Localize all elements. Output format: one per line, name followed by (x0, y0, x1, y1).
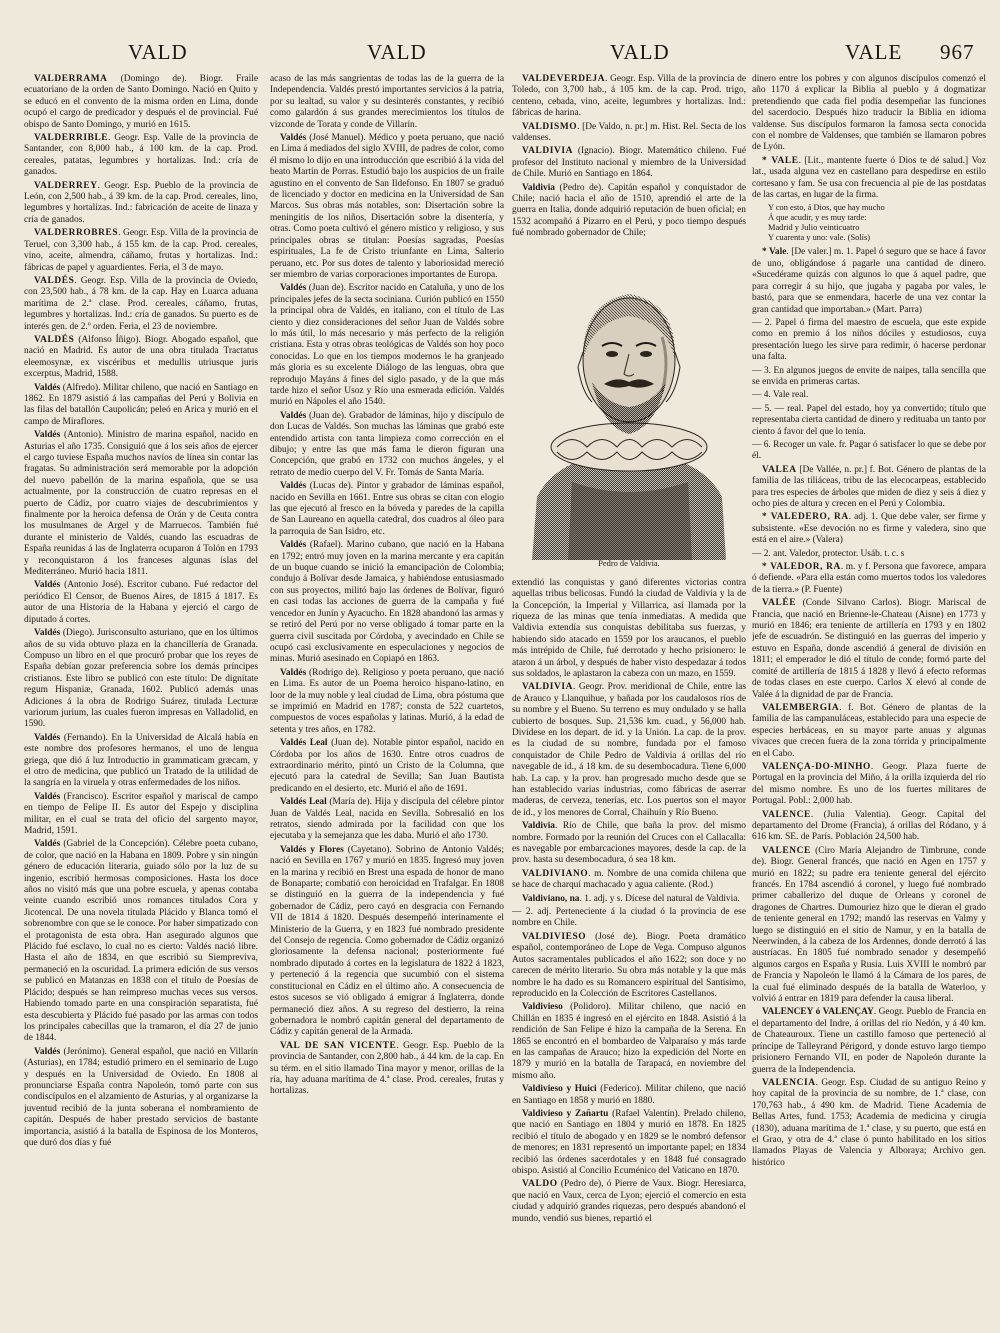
header-word-2: VALD (367, 40, 427, 64)
dictionary-entry (512, 907, 746, 930)
entry-text: (Ciro María Alejandro de Timbrune, conde de). Biogr. General francés, que nació en Agen en 1757 y murió en 1822; su padre era teniente general del ejército francés. En 1784 ascendió á coronel, y luego fué nombrado primer caballerizo del duque de Orleans y coronel de dragones de Chartres. Dumouriez hizo que le dieran el grado de teniente general en 1792; mandó las reservas en Valmy y luego se distinguió en el sitio de Namur, y en la batalla de Neerwinden, á la cabeza de los Ardennes, donde derrotó á las austríacas. En 1805 fué nombrado senador y desempeñó algunos cargos en España y Rusia. Luis XVIII le nombró par de Francia y Napoleón le llamó á la Cámara de los pares, de la cual fué eliminado después de la batalla de Waterloo, y volvió á entrar en 1819 para defender la causa liberal. (752, 845, 986, 1005)
entry-text: (Juan de). Grabador de láminas, hijo y discípulo de don Lucas de Valdés. Son muchas las láminas que grabó este entendido artista con tanta limpieza como corrección en el dibujo; y entre las que más fama le dieron figuran una Concepción, que grabó en 1732 con muchos ángeles, y el retrato de medio cuerpo del V. Fr. Tomás de Santa María. (270, 410, 504, 478)
entry-text: . Geogr. Esp. Valle de la provincia de Santander, con 8,000 hab., á 100 km. de la cap. Prod. cereales, patatas, legumbres y hortalizas. Ind.: cría de ganados. (24, 133, 258, 178)
entry-text: (Alfonso Íñigo). Biogr. Abogado español, que nació en Madrid. Es autor de una obra titulada Tractatus eleemosynæ, ex viscéribus et medullis utriusque juris excerptus, Madrid, 1588. (24, 334, 258, 380)
entry-text: (Conde Silvano Carlos). Biogr. Mariscal de Francia, que nació en Brienne-le-Chateau (Aisne) en 1773 y murió en 1846; era teniente de artillería en 1793 y en 1802 jefe de escuadrón. Se distinguió en las guerras del imperio y estuvo en España, donde ascendió á general de división en 1811; el emperador le dió el título de conde; formó parte del comité de artillería de 1815 á 1828 y llevó á efecto reformas de todas clases en este cuerpo. Carlos X elevó al conde de Valée á la dignidad de par de Francia. (752, 598, 986, 700)
dictionary-entry (24, 628, 258, 731)
dictionary-entry (752, 465, 986, 511)
entry-headword: Valdés y Flores (280, 844, 344, 855)
entry-headword: Valdiviano, na (522, 893, 580, 904)
dictionary-entry (24, 580, 258, 626)
entry-text: (Ignacio). Biogr. Matemático chileno. Fué profesor del Instituto nacional y miembro de la Universidad de Chile. Murió en Santiago en 1864. (512, 146, 746, 180)
verse-line: Á que acudir, y es muy tarde: (768, 213, 867, 223)
dictionary-entry (752, 598, 986, 701)
entry-text: — 3. En algunos juegos de envite de naipes, talla sencilla que se envida en primeras cartas. (752, 365, 986, 387)
dictionary-entry (752, 156, 986, 202)
entry-headword: VALDEVERDEJA (522, 74, 606, 84)
dictionary-entry (752, 512, 986, 546)
dictionary-entry (270, 74, 504, 131)
dictionary-entry (24, 839, 258, 1044)
dictionary-entry (270, 283, 504, 408)
dictionary-entry (752, 404, 986, 438)
dictionary-entry (270, 411, 504, 479)
verse-line: Madrid y Julio veinticuatro (768, 223, 860, 233)
column-3-entries-bottom (512, 578, 746, 1225)
entry-headword: VALDÉS (34, 275, 75, 286)
dictionary-entry (512, 183, 746, 240)
dictionary-entry (24, 181, 258, 227)
dictionary-entry (512, 821, 746, 867)
entry-headword: VALDÉS (34, 334, 75, 345)
column-3 (512, 74, 746, 1324)
entry-headword: Valdivia (522, 821, 555, 832)
entry-headword: Valdés Leal (280, 797, 327, 808)
entry-headword: VALDERRAMA (34, 74, 108, 84)
dictionary-entry (270, 1041, 504, 1098)
entry-text: (Pedro de). Capitán español y conquistador de Chile; nació hacia el año de 1510, aprendió el arte de la guerra en Italia, donde adquirió reputación de buen oficial; en 1532 acompañó á Pizarro en el Perú, y poco tiempo después fué nombrado gobernador de Chile; (512, 182, 746, 239)
dictionary-entry (512, 1002, 746, 1082)
entry-text: . [Lit., mantente fuerte ó Dios te dé salud.] Voz lat., usada alguna vez en castellano para despedirse en estilo cortesano y fam. Se usa con frecuencia al pie de las postdatas de las cartas, en lugar de la firma. (752, 155, 986, 201)
dictionary-entry (270, 133, 504, 281)
dictionary-entry (270, 738, 504, 795)
entry-text: (Antonio). Ministro de marina español, nacido en Asturias el año 1735. Consiguió que á los seis años de ejercer el cargo tuviese España muchos navíos de línea sin contar las fragatas. Su administración será memorable por la adopción del nuevo pabellón de la marina española, que se usa actualmente, por la construcción de cuatro represas en el puerto de Cádiz, por cuatro viajes de descubrimientos y finalmente por la heroica defensa de Orán y de Ceuta contra los musulmanes de Argel y de Marruecos. También fué durante el ministerio de Valdés, cuando las escuadras de España reunidas á las de Inglaterra ocuparon á Tolón en 1793 y reconquistaron á los franceses algunas islas del Mediterráneo. Murió hacia 1811. (24, 430, 258, 578)
dictionary-entry (24, 383, 258, 429)
entry-headword: Valdés (34, 430, 61, 441)
entry-headword: VALDERRIBLE (34, 133, 109, 144)
dictionary-entry (752, 846, 986, 1006)
entry-text: . Geogr. Plaza fuerte de Portugal en la provincia del Miño, á la orilla izquierda del río del mismo nombre. Es uno de los fuertes militares de Portugal. Pobl.: 2,000 hab. (752, 761, 986, 807)
dictionary-entry (512, 146, 746, 180)
entry-text: (Rafael Valentín). Prelado chileno, que nació en Santiago en 1804 y murió en 1878. En 1825 recibió el título de abogado y en 1829 se le nombró defensor de menores; en 1831 representó un importante papel; en 1834 recibió las órdenes sacerdotales y en 1848 fué consagrado obispo. Asistió al Concilio Ecuménico del Vaticano en 1870. (512, 1108, 746, 1176)
entry-headword: VALDIVIANO (522, 868, 589, 879)
entry-headword: VALDERROBRES (34, 228, 119, 239)
verse-line: Y con esto, á Dios, que hay mucho (768, 203, 885, 213)
dictionary-entry (24, 276, 258, 333)
dictionary-entry (512, 122, 746, 145)
page-number: 967 (940, 40, 975, 64)
dictionary-entry (24, 733, 258, 790)
entry-text: (José de). Biogr. Poeta dramático español, contemporáneo de Lope de Vega. Compuso algunos Autos sacramentales publicados el año 1622; son doce y no carecen de mérito literario. Su obra más notable y la que más nombre le ha dado es su Romancero espiritual del Santísimo, reproducido en la Colección de Escritores Castellanos. (512, 931, 746, 999)
dictionary-entry (752, 440, 986, 463)
entry-headword: VALDISMO (522, 121, 578, 132)
dictionary-entry (752, 74, 986, 154)
entry-headword: Valdés Leal (280, 738, 328, 749)
entry-text: (Diego). Jurisconsulto asturiano, que en los últimos años de su vida obtuvo plaza en la chancillería de Granada. Compuso un libro en el que procuró probar que los reyes de España debían gozar preferencia sobre los demás príncipes cristianos. Este libro se publicó con este título: De dignitate regum Hispaniæ, Granada, 1602. Publicó además unas Adiciones á la obra de Rodrigo Suárez, titulada Lecturæ variorum jurium, las cuales fueron impresas en Valladolid, en 1590. (24, 628, 258, 730)
entry-headword: Valdés (280, 481, 307, 492)
dictionary-entry (512, 1179, 746, 1225)
dictionary-entry (752, 1078, 986, 1169)
entry-headword: Valdés (280, 133, 307, 144)
verse-quotation (768, 203, 986, 243)
entry-text: (Jerónimo). General español, que nació en Villarín (Asturias), en 1784; estudió primero en el seminario de Lugo y después en la Universidad de Oviedo. En 1808 al pronunciarse España contra Napoleón, tomó parte con sus condiscípulos en el alzamiento de Asturias, y al organizarse la juventud recibió de la junta soberana el nombramiento de capitán. Después de haber prestado servicios de bastante importancia, asistió á la batalla de Espinosa de los Monteros, que duró dos días y fué (24, 1046, 258, 1148)
dictionary-entry (512, 578, 746, 681)
dictionary-entry (270, 540, 504, 665)
entry-text: . Geogr. Pueblo de Francia en el departamento del Indre, á orillas del río Nedón, y á 40 km. de Chateauroux. Tiene un castillo famoso que perteneció al príncipe de Talleyrand Périgord, y donde estuvo largo tiempo prisionero Fernando VII, en poder de Napoleón durante la guerra de la Independencia. (752, 1007, 986, 1075)
entry-headword: VALENCEY ó VALENÇAY (762, 1007, 874, 1018)
entry-headword: VALEA (762, 464, 797, 475)
entry-headword: VALDIVIESO (522, 931, 587, 942)
header-word-1: VALD (128, 40, 188, 64)
entry-text: (Federico). Militar chileno, que nació en Santiago en 1858 y murió en 1880. (512, 1084, 746, 1106)
entry-text: — 2. Papel ó firma del maestro de escuela, que este expide como en premio á los niños dóciles y estudiosos, cuya presentación luego les sirve para redimir, ó hacerse perdonar una falta. (752, 317, 986, 363)
dictionary-entry (752, 549, 986, 560)
entry-text: (Lucas de). Pintor y grabador de láminas español, nacido en Sevilla en 1661. Entre sus obras se citan con elogio las que ejecutó al fresco en la bóveda y paredes de la capilla de San Laureano en aquella catedral, dos cuadros al óleo para la parroquia de San Isidro, etc. (270, 481, 504, 537)
dictionary-entry (512, 682, 746, 819)
entry-text: [De Vallée, n. pr.] f. Bot. Género de plantas de la familia de las tiliáceas, tribu de las elecocarpeas, establecido para tres especies de árboles que miden de diez y seis á diez y ocho pies de altura y crecen en el Perú y Colombia. (752, 464, 986, 509)
entry-text: . Geogr. Esp. Pueblo de la provincia de León, con 2,500 hab., á 39 km. de la cap. Prod. cereales, lino, legumbres y hortalizas. Ind.: fabricación de aceite de linaza y cría de ganados. (24, 180, 258, 225)
entry-headword: VALENCE (762, 845, 811, 856)
entry-text: (José Manuel). Médico y poeta peruano, que nació en Lima á mediados del siglo XVIII, de padres de color, como él mismo lo dijo en una introducción que escribió á la vida del beato Martín de Porras. Estudió bajo los auspicios de un fraile agustino en el convento de San Ildefonso. En 1807 se graduó de licenciado y doctor en medicina en la Universidad de San Marcos. Sus obras más notables, son: Disertación sobre la meningitis de los niños, Disertación sobre la disentería, y otras. Como poeta cultivó el género místico y religioso, y sus principales obras se titulan: Poesías sagradas, Poesías espirituales, La fe de Cristo triunfante en Lima, Salterio peruano, etc. Por sus dotes de talento y laboriosidad mereció ser miembro de varias corporaciones importantes de Europa. (270, 133, 504, 280)
entry-text: . Geogr. Esp. Villa de la provincia de Toledo, con 3,700 hab., á 105 km. de la cap. Prod. trigo, centeno, cebada, vino, aceite, legumbres y hortalizas. Ind.: fábricas de harina. (512, 74, 746, 119)
entry-text: (Juan de). Notable pintor español, nacido en Córdoba por los años de 1630. Entre otros cuadros de extraordinario mérito, pintó un Cristo de la Columna, que ejecutó para la catedral de Sevilla; San Juan Bautista predicando en el desierto, etc. Murió el año de 1691. (270, 738, 504, 794)
entry-text: (Alfredo). Militar chileno, que nació en Santiago en 1862. En 1879 asistió á las campañas del Perú y Bolivia en las filas del batallón Caupolicán; peleó en Arica y murió en el campo de Miraflores. (24, 382, 258, 427)
entry-text: . Geogr. Esp. Villa de la provincia de Oviedo, con 23,500 hab., á 78 km. de la cap. Hay en Luarca aduana marítima de 2.ª clase. Prod. cereales, cáñamo, frutas, legumbres y hortalizas. Ind.: cría de ganados. Su puerto es de interés gen. de 2.º orden. Feria, el 23 de noviembre. (24, 275, 258, 332)
entry-text: . Geogr. Esp. Pueblo de la provincia de Santander, con 2,800 hab., á 44 km. de la cap. En su térm. en el sitio llamado Tina mayor y menor, orillas de la ría, hay aduana marítima de 4.ª clase. Prod. cereales, frutas y hortalizas. (270, 1040, 504, 1097)
dictionary-entry (270, 845, 504, 1039)
entry-headword: VAL DE SAN VICENTE (280, 1040, 397, 1051)
dictionary-entry (270, 481, 504, 538)
dictionary-entry (24, 1047, 258, 1150)
dictionary-entry (752, 810, 986, 844)
entry-headword: Valdivieso y Huici (522, 1084, 597, 1095)
entry-text: . Geogr. Prov. meridional de Chile, entre las de Arauco y Llanquihue, y bañada por los caudalosos ríos de su nombre y el Bueno. Su terreno es muy ondulado y se halla cubierto de bosques. Sup. 21,536 km. cuad., y 56,000 hab. Divídese en los depart. de id. y la Unión. La cap. de la prov. es la ciudad de su nombre, fundada por el famoso conquistador de Chile Pedro de Valdivia á orillas del río navegable de id., á 18 km. de su desembocadura. Tiene 6,000 hab. La cap. y la prov. han progresado mucho desde que se han establecido varias industrias, como fábricas de aserrar maderas, de cerveza, tenerías, etc. Los puertos son el mayor de id., y los menores de Corral, Chaihuín y Río Bueno. (512, 682, 746, 818)
dictionary-entry (752, 366, 986, 389)
entry-headword: Valdés (34, 628, 61, 639)
entry-text: . Geogr. Esp. Ciudad de su antiguo Reino y hoy capital de la provincia de su nombre, de 1.ª clase, con 170,763 hab., á 490 km. de Madrid. Tiene Academia de Bellas Artes, fund. 1753; Academia de medicina y cirugía (1830), aduana marítima de 1.ª clase, y su puerto, que está en el Grao, y otra de 4.ª clase ó punto habilitado en los sitios llamados Playas de Valencia y Alboraya; Archivo gen. histórico (752, 1077, 986, 1168)
entry-headword: VALEMBERGIA (762, 702, 840, 713)
entry-text: (Antonio José). Escritor cubano. Fué redactor del periódico El Censor, de Buenos Aires, de 1815 á 1817. Es autor de una Historia de la Habana y ejerció el cargo de diputado á cortes. (24, 580, 258, 625)
entry-headword: * VALEDOR, RA (762, 562, 841, 573)
entry-text: (Domingo de). Biogr. Fraile ecuatoriano de la orden de Santo Domingo. Nació en Quito y se educó en el convento de la misma orden en Lima, donde ocupó el cargo de predicador y después el de provincial. Fué obispo de Santo Domingo, y murió en 1615. (24, 74, 258, 130)
dictionary-entry (24, 133, 258, 179)
entry-text: . [De valer.] m. 1. Papel ó seguro que se hace á favor de uno, obligándose á pagarle una cantidad de dinero. «Sucedérame quizás con algunos lo que á aquel padre, que para corregir á su hijo, que jugaba y pagaba por vales, le bastó, para que se enmendara, hacerle de una vez contar la gran cantidad que importaban.» (Mart. Parra) (752, 247, 986, 315)
entry-headword: VALENCE (762, 809, 811, 820)
dictionary-entry (24, 335, 258, 381)
entry-text: . adj. 1. Que debe valer, ser firme y subsistente. «Ese devoción no es firme y valedera, sino que está en el aire.» (Valera) (752, 512, 986, 546)
dictionary-entry (752, 1007, 986, 1075)
entry-headword: VALÉE (762, 598, 797, 609)
entry-headword: VALENÇA-DO-MINHO (762, 761, 871, 772)
dictionary-entry (512, 74, 746, 120)
entry-headword: Valdés (280, 540, 307, 551)
entry-headword: VALDERREY (34, 180, 98, 191)
dictionary-entry (752, 562, 986, 596)
entry-text: . f. Bot. Género de plantas de la familia de las campanuláceas, establecido para una especie de especies herbáceas, en su mayor parte anuas y algunas vivaces que crecen fuera de la zona tórrida y principalmente en el Cabo. (752, 702, 986, 759)
dictionary-entry (512, 894, 746, 905)
dictionary-entry (752, 247, 986, 315)
dictionary-entry (24, 74, 258, 131)
entry-text: (Rafael). Marino cubano, que nació en la Habana en 1792; entró muy joven en la marina mercante y era capitán de un buque cuando se inició la emancipación de Colombia; condujo á Bolívar desde Jamaica, y habiéndose entusiasmado con sus proyectos, militó bajo las órdenes de Bolívar, figuró en casi todas las acciones de guerra de la campaña y fué vencedor en Junín y Ayacucho. En 1828 abandonó las armas y se retiró del Perú por no verse obligado á tomar parte en la guerra civil suscitada por Córdoba, y avecindado en Chile se ocupó casi exclusivamente en especulaciones y negocios de minas. Murió asesinado en Copiapó en 1863. (270, 540, 504, 665)
entry-text: (Francisco). Escritor español y mariscal de campo en tiempo de Felipe II. Es autor del Espejo y disciplina militar, en el cual se trata del oficio del sargento mayor, Madrid, 1591. (24, 791, 258, 836)
entry-text: (Juan de). Escritor nacido en Cataluña, y uno de los principales jefes de la secta sociniana. Curión publicó en 1550 la principal obra de Valdés, en italiano, con el título de Las ciento y diez consideraciones del señor Juan de Valdés sobre lo más útil, lo más necesario y más perfecto de la religión cristiana. Esta y otras obras teológicas de Valdés son hoy poco conocidas. Lo que en los tiempos modernos le ha granjeado más gloria es su excelente Diálogo de las lenguas, obra que reprodujo Mayáns á fines del siglo pasado, y de la que más tarde hizo el señor Usoz y Río una esmerada edición. Valdés murió en Nápoles el año 1540. (270, 283, 504, 408)
entry-headword: VALDIVIA (522, 146, 573, 157)
entry-headword: VALDO (522, 1179, 558, 1190)
column-3-entries-top (512, 74, 746, 240)
entry-headword: Valdés (34, 382, 61, 393)
dictionary-entry (512, 1084, 746, 1107)
entry-text: (Cayetano). Sobrino de Antonio Valdés; nació en Sevilla en 1767 y murió en 1835. Ingresó muy joven en la marina y recibió en Brest una espada de honor de mano de Bonaparte; combatió con heroicidad en Trafalgar. En 1808 se distinguió en la guerra de la independencia y fué gobernador de Cádiz, pero cayó en desgracia con Fernando VII de 1814 á 1820. Después desempeñó interinamente el Ministerio de la Guerra, y en 1823 fué nombrado presidente del Consejo de regencia. Como gobernador de Cádiz organizó gloriosamente la defensa nacional; posteriormente fué nombrado diputado á cortes en la legislatura de 1822 á 1823, y perteneció á la regencia que sucumbió con el sistema constitucional en Cádiz en el último año. A consecuencia de estos sucesos se vió obligado á emigrar á Inglaterra, donde permaneció diez años. A su regreso del destierro, la reina gobernadora le nombró capitán general del departamento de Cádiz y capitán general de la Armada. (270, 844, 504, 1038)
entry-headword: Valdés (34, 791, 61, 802)
entry-text: (Gabriel de la Concepción). Célebre poeta cubano, de color, que nació en la Habana en 1809. Pobre y sin ningún género de educación literaria, guiado sólo por la luz de su ingenio, escribió hermosas composiciones. Hasta los doce años no visitó más que una pobre escuela, y apenas contaba veinte cuando escribió unos romances titulados Cora y Jicotencal. De una novela titulada Plácido y Blanca tomó el sobrenombre con que se le conoce. Por haber simpatizado con el protagonista de esta obra. Han asegurado algunos que Plácido fué esclavo, lo cual no es cierto: Valdés nació libre. Hasta el año de 1834, en que escribió su Siempreviva, permaneció en la oscuridad. La primera edición de sus versos se publicó en Matanzas en 1838 con el título de Poesías de Plácido; después se han reimpreso muchas veces sus versos. Habiendo tomado parte en una conspiración separatista, fué esta descubierta y Plácido fué pasado por las armas con todos los principales cabecillas que la tramaron, el día 27 de junio de 1844. (24, 839, 258, 1044)
entry-text: (Fernando). En la Universidad de Alcalá había en este nombre dos profesores hermanos, el uno de lengua griega, que dió á luz Introductio in grammaticam græcam, y el otro de medicina, que publicó un Tratado de la utilidad de la sangría en la viruela y otras enfermedades de los niños. (24, 732, 258, 789)
entry-headword: Valdés (34, 1046, 61, 1057)
entry-text: . [De Valdo, n. pr.] m. Hist. Rel. Secta de los valdenses. (512, 121, 746, 144)
column-4-entries-top (752, 74, 986, 201)
entry-text: . 1. adj. y s. Dícese del natural de Valdivia. (579, 893, 740, 904)
column-4-entries-bottom (752, 247, 986, 1169)
portrait-caption: Pedro de Valdivia. (598, 559, 660, 569)
entry-text: — 6. Recoger un vale. fr. Pagar ó satisfacer lo que se debe por él. (752, 439, 986, 462)
dictionary-entry (752, 703, 986, 760)
dictionary-entry (752, 318, 986, 364)
entry-text: (Polidoro). Militar chileno, que nació en Chillán en 1835 é ingresó en el ejército en 1848. Asistió á la rendición de San Felipe é hizo la campaña de la Serena. En 1865 se encontró en el bombardeo de Valparaíso y más tarde en las campañas de Arauco; hizo la expedición del Norte en 1879 y murió en la batalla de Tarapacá, en noviembre del mismo año. (512, 1002, 746, 1081)
dictionary-entry (512, 1109, 746, 1177)
entry-headword: Valdés (280, 410, 307, 421)
entry-headword: Valdivieso y Zañartu (522, 1108, 609, 1119)
entry-text: (María de). Hija y discípula del célebre pintor Juan de Valdés Leal, nacida en Sevilla. Sobresalió en los retratos, siendo admirada por la facilidad con que los ejecutaba y la semejanza que les daba. Murió el año 1730. (270, 797, 504, 842)
dictionary-entry (270, 797, 504, 843)
entry-headword: Valdés (34, 580, 61, 591)
entry-headword: Valdés (280, 283, 307, 294)
header-word-3: VALD (610, 40, 670, 64)
header-word-4: VALE (845, 40, 903, 64)
column-4 (752, 74, 986, 1324)
dictionary-entry (24, 792, 258, 838)
entry-text: (Rodrigo de). Religioso y poeta peruano, que nació en Lima. Es autor de un Poema heroico hispano-latino, en loor de la muy noble y leal ciudad de Lima, obra póstuma que se imprimió en Madrid en 1787; consta de 522 cuartetos, compuestos de voces españolas y latinas. Murió, á la edad de setenta y tres años, en 1782. (270, 667, 504, 735)
dictionary-entry (752, 762, 986, 808)
entry-headword: Valdés (34, 839, 61, 850)
dictionary-entry (24, 430, 258, 578)
column-1 (24, 74, 258, 1324)
entry-text: (Pedro de), ó Pierre de Vaux. Biogr. Heresiarca, que nació en Vaux, cerca de Lyon; ejerció el comercio en esta ciudad y adquirió grandes riquezas, pero después abandonó el mundo, vendió sus bienes, repartió el (512, 1179, 746, 1224)
entry-text: . Río de Chile, que baña la prov. del mismo nombre. Formado por la reunión del Cruces con el Callacalla: es navegable por embarcaciones mayores, desde la cap. de la prov. hasta su desembocadura, ó sea 18 km. (512, 821, 746, 866)
entry-headword: * VALEDERO, RA (762, 512, 849, 523)
entry-headword: VALDIVIA (522, 682, 573, 693)
entry-headword: * VALE (762, 155, 799, 166)
entry-text: acaso de las más sangrientas de todas las de la guerra de la Independencia. Valdés prestó importantes servicios á la patria, por su lealtad, su valor y su desinterés constantes, y recibió como galardón á sus grandes merecimientos los títulos de vizconde de Torata y conde de Villarín. (270, 74, 504, 130)
portrait-illustration (512, 242, 746, 572)
portrait-engraving (512, 242, 746, 560)
dictionary-entry (752, 390, 986, 401)
entry-text: . m. Nombre de una comida chilena que se hace de charquí machacado y agua caliente. (Rod.) (512, 868, 746, 891)
entry-headword: Valdivieso (522, 1002, 563, 1013)
entry-headword: Valdés (34, 732, 61, 743)
entry-headword: Valdivia (522, 182, 555, 193)
entry-headword: VALENCIA (762, 1077, 816, 1088)
entry-text: . m. y f. Persona que favorece, ampara ó defiende. «Para ella están como muertos todos los valedores de la tierra.» (P. Fuente) (752, 562, 986, 595)
entry-headword: * Vale (762, 247, 787, 258)
entry-text: . Geogr. Esp. Villa de la provincia de Teruel, con 3,300 hab., á 155 km. de la cap. Prod. cereales, vino, aceite, almendra, cáñamo, frutas y hortalizas. Ind.: fábricas de papel y aguardientes. Feria, el 3 de mayo. (24, 228, 258, 273)
page-header (0, 40, 1000, 70)
entry-text: . (Julia Valentia). Geogr. Capital del departamento del Drome (Francia), á orillas del Ródano, y á 616 km. SE. de París. Población 24,500 hab. (752, 809, 986, 843)
dictionary-entry (512, 932, 746, 1000)
entry-text: extendió las conquistas y ganó diferentes victorias contra aquellas tribus belicosas. Fundó la ciudad de Valdivia y la de la Concepción, la Imperial y Villarrica, así llamada por la riqueza de las minas que tenía inmediatas. A medida que Valdivia extendía sus conquistas debilitaba sus fuerzas, y habiendo sido atacado en 1559 por los araucanos, el pueblo más intrépido de Chile, fué derrotado y hecho prisionero: le ataron á un árbol, y después de haber visto despedazar á todos sus soldados, le aplastaron la cabeza con un mazo, en 1559. (512, 577, 746, 679)
entry-text: — 4. Vale real. (752, 390, 809, 401)
dictionary-entry (270, 668, 504, 736)
entry-text: dinero entre los pobres y con algunos discípulos comenzó el año 1170 á explicar la Biblia al pueblo y á dogmatizar pretendiendo que cada fiel podía desempeñar las funciones del sacerdocio. Después hizo traducir la Biblia en idioma valdense. Sus discípulos formaron la famosa secta conocida con el nombre de Valdenses, que también se llamaron pobres de Lyón. (752, 74, 986, 153)
dictionary-entry (512, 869, 746, 892)
entry-text: — 2. adj. Perteneciente á la ciudad ó la provincia de ese nombre en Chile. (512, 907, 746, 929)
column-2 (270, 74, 504, 1324)
entry-headword: Valdés (280, 667, 307, 678)
entry-text: — 2. ant. Valedor, protector. Usáb. t. c. s (752, 548, 905, 559)
dictionary-entry (24, 228, 258, 274)
entry-text: — 5. — real. Papel del estado, hoy ya convertido; título que representaba cierta cantidad de dinero y redituaba un tanto por ciento á favor del que lo tenía. (752, 403, 986, 437)
verse-line: Y cuarenta y uno: vale. (Solís) (768, 233, 871, 243)
